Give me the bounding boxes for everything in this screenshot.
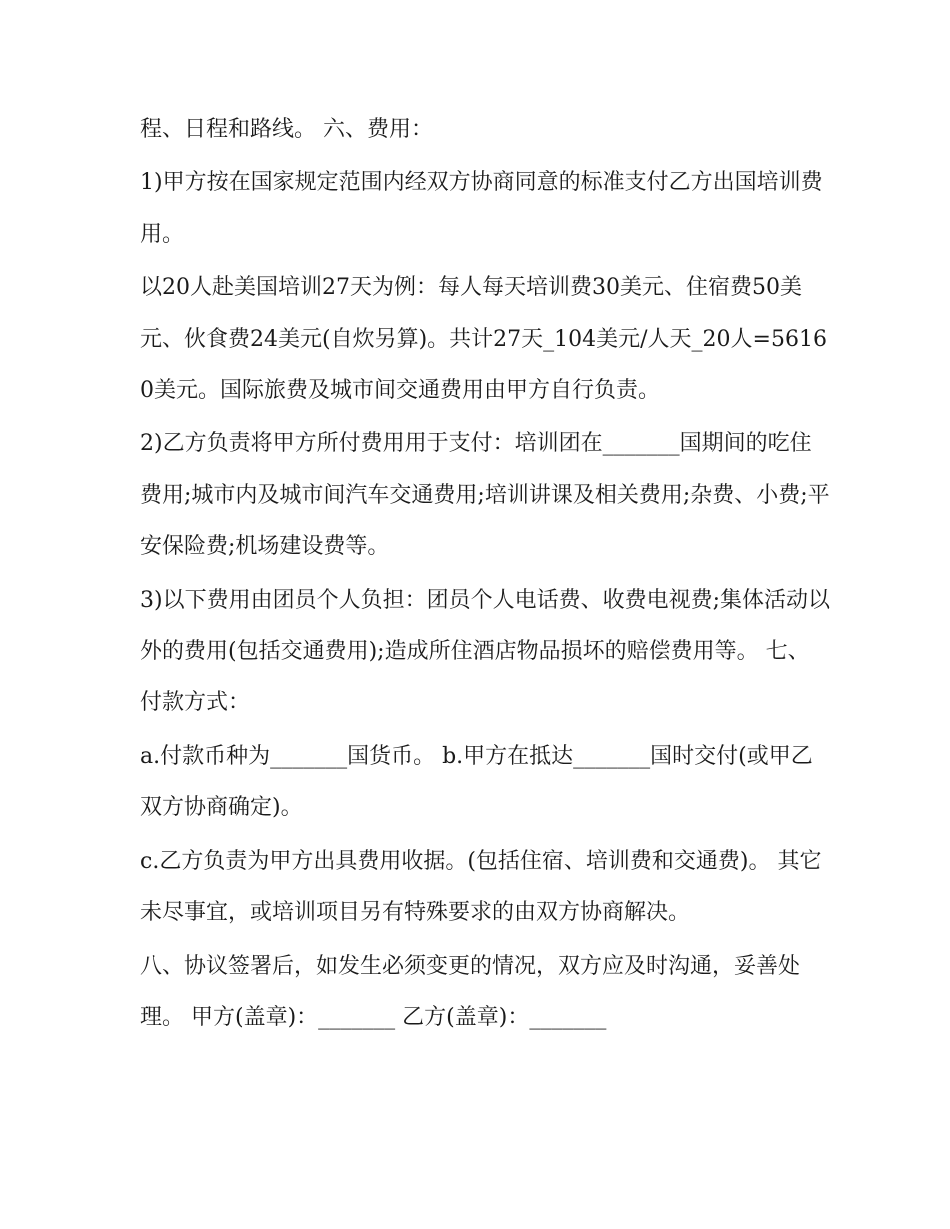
- paragraph-fee-clause-1: 1)甲方按在国家规定范围内经双方协商同意的标准支付乙方出国培训费用。: [140, 170, 823, 247]
- paragraph-signature-clause: 八、协议签署后，如发生必须变更的情况，双方应及时沟通，妥善处理。 甲方(盖章)：_______ 乙方(盖章)：_______: [140, 953, 801, 1030]
- paragraph-payment-a-b: a.付款币种为_______国货币。 b.甲方在抵达_______国时交付(或甲乙双方协商确定)。: [140, 743, 813, 821]
- paragraph-fee-clause-2: 2)乙方负责将甲方所付费用用于支付：培训团在_______国期间的吃住费用;城市内及城市间汽车交通费用;培训讲课及相关费用;杂费、小费;平安保险费;机场建设费等。: [140, 431, 830, 560]
- paragraph-itinerary-and-fees-heading: 程、日程和路线。 六、费用：: [140, 117, 433, 142]
- paragraph-payment-c: c.乙方负责为甲方出具费用收据。(包括住宿、培训费和交通费)。 其它未尽事宜，或培训项目另有特殊要求的由双方协商解决。: [140, 848, 822, 926]
- paragraph-fee-example: 以20人赴美国培训27天为例：每人每天培训费30美元、住宿费50美元、伙食费24美元(自炊另算)。共计27天_104美元/人天_20人=56160美元。国际旅费及城市间交通费用由甲方自行负责。: [140, 275, 827, 404]
- document-body: [140, 104, 830, 1045]
- paragraph-fee-clause-3: 3)以下费用由团员个人负担：团员个人电话费、收费电视费;集体活动以外的费用(包括交通费用);造成所住酒店物品损坏的赔偿费用等。 七、付款方式：: [140, 587, 830, 716]
